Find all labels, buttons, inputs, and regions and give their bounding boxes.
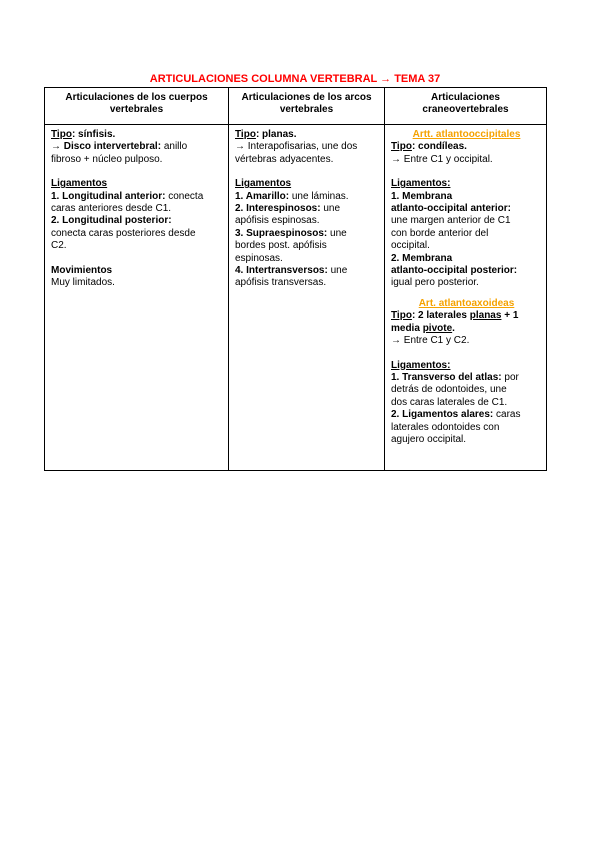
sec1-tipo-line: Tipo: condíleas. — [391, 141, 467, 153]
lig3-line-3: espinosas. — [235, 252, 283, 264]
sec1-ligamentos-heading: Ligamentos: — [391, 178, 451, 190]
tipo-line: Tipo: planas. — [235, 129, 297, 140]
table-header-row — [45, 88, 547, 125]
header-cuerpos: Articulaciones de los cuerpos vertebrales — [45, 88, 229, 125]
disco-line: → Disco intervertebral: anillo — [51, 141, 188, 153]
tipo-desc-1: → Interapofisarias, une dos — [235, 141, 358, 153]
lig2-line-2: apófisis espinosas. — [235, 215, 320, 227]
sec2-desc: → Entre C1 y C2. — [391, 335, 470, 347]
sec1-lig1-label-1: 1. Membrana — [391, 190, 453, 202]
table-row — [45, 125, 547, 471]
sec2-lig2-text-2: laterales odontoides con — [391, 421, 500, 433]
sec1-desc: → Entre C1 y occipital. — [391, 153, 493, 165]
movimientos-heading: Movimientos — [51, 264, 113, 276]
lig1-line: 1. Amarillo: une láminas. — [235, 190, 349, 202]
atlantoaxoideas-title: Art. atlantoaxoideas — [418, 297, 515, 309]
atlantooccipitales-title: Artt. atlantooccipitales — [412, 129, 521, 140]
lig4-line: 4. Intertransversos: une — [235, 265, 348, 277]
sec2-lig1-text-2: detrás de odontoides, une — [391, 384, 507, 396]
lig2-line: conecta caras posteriores desde — [51, 227, 196, 239]
tipo-line: Tipo: sínfisis. — [51, 129, 116, 140]
sec1-lig2-label-1: 2. Membrana — [391, 252, 453, 264]
lig2-label: 2. Longitudinal posterior: — [51, 215, 172, 227]
cell-arcos — [229, 125, 385, 471]
movimientos-text: Muy limitados. — [51, 277, 115, 289]
lig4-line-2: apófisis transversas. — [235, 277, 327, 289]
lig1-line-2: caras anteriores desde C1. — [51, 203, 172, 215]
lig2-line-2: C2. — [51, 240, 67, 252]
sec2-lig2-text-3: agujero occipital. — [391, 433, 467, 445]
sec1-lig1-label-2: atlanto-occipital anterior: — [391, 203, 512, 215]
cell-cuerpos — [45, 125, 229, 471]
sec1-lig1-text-1: une margen anterior de C1 — [391, 215, 511, 227]
lig1-line: 1. Longitudinal anterior: conecta — [51, 190, 204, 202]
disco-line-2: fibroso + núcleo pulposo. — [51, 153, 163, 165]
ligamentos-heading: Ligamentos — [235, 178, 292, 190]
sec2-lig1-text-3: dos caras laterales de C1. — [391, 396, 508, 408]
lig3-line-2: bordes post. apófisis — [235, 240, 327, 252]
tipo-desc-2: vértebras adyacentes. — [235, 153, 334, 165]
cell-craneovertebrales — [385, 125, 547, 471]
header-craneovertebrales: Articulaciones craneovertebrales — [385, 88, 547, 125]
sec1-lig1-text-2: con borde anterior del — [391, 227, 489, 239]
sec2-lig1-line: 1. Transverso del atlas: por — [391, 371, 519, 383]
lig3-line: 3. Supraespinosos: une — [235, 227, 347, 239]
lig2-line: 2. Interespinosos: une — [235, 203, 341, 215]
sec2-ligamentos-heading: Ligamentos: — [391, 359, 451, 371]
ligamentos-heading: Ligamentos — [51, 178, 108, 190]
sec1-lig2-text: igual pero posterior. — [391, 277, 479, 289]
sec2-tipo-line: Tipo: 2 laterales planas + 1 — [391, 310, 519, 322]
articulations-table — [44, 87, 547, 471]
document-title: ARTICULACIONES COLUMNA VERTEBRAL → TEMA 37 — [149, 73, 441, 85]
sec2-lig2-line: 2. Ligamentos alares: caras — [391, 409, 521, 421]
sec2-tipo-line-2: media pivote. — [391, 322, 455, 334]
sec1-lig2-label-2: atlanto-occipital posterior: — [391, 265, 518, 277]
header-arcos: Articulaciones de los arcos vertebrales — [229, 88, 385, 125]
sec1-lig1-text-3: occipital. — [391, 240, 430, 252]
